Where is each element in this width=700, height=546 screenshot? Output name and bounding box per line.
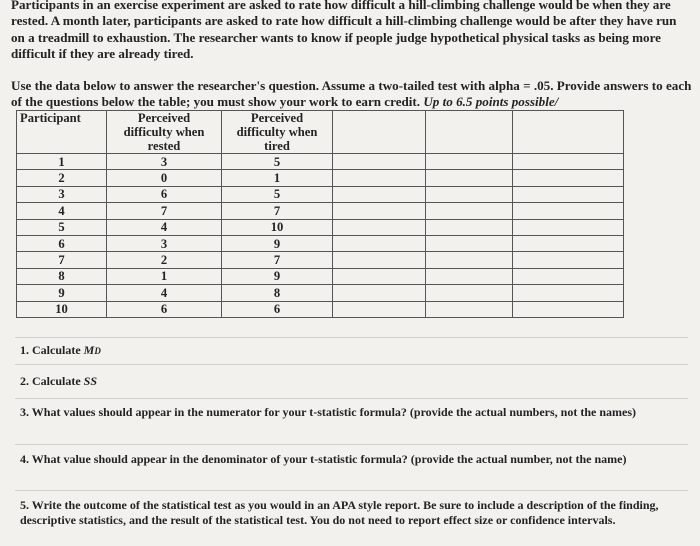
table-cell-empty	[513, 285, 624, 301]
table-row	[17, 235, 624, 251]
question-4: 4. What value should appear in the denominator of your t-statistic formula? (provide the actual number, not the name)	[20, 452, 627, 466]
table-cell: 1	[222, 170, 333, 186]
table-row	[17, 268, 624, 284]
table-row	[17, 186, 624, 202]
divider	[15, 337, 688, 338]
table-cell-empty	[426, 203, 513, 219]
data-table	[16, 110, 624, 318]
table-row	[17, 301, 624, 317]
table-cell-empty	[426, 235, 513, 251]
table-cell: 3	[17, 186, 107, 202]
question-5: 5. Write the outcome of the statistical test as you would in an APA style report. Be sure to include a description of the finding, descriptive statistics, and the result of the statistical test. You do not need to report effect size or confidence intervals.	[20, 498, 659, 527]
col-blank-2	[426, 111, 513, 154]
table-cell-empty	[333, 285, 426, 301]
col-rested-line3: rested	[147, 139, 181, 153]
question-2-symbol: SS	[83, 374, 98, 388]
question-1-symbol: M	[83, 343, 95, 357]
table-cell-empty	[333, 170, 426, 186]
table-cell: 2	[107, 252, 222, 268]
question-2-text: 2. Calculate	[20, 374, 84, 388]
table-cell: 6	[107, 301, 222, 317]
table-cell: 8	[17, 268, 107, 284]
col-participant: Participant	[17, 111, 107, 154]
table-cell-empty	[333, 154, 426, 170]
col-tired-line1: Perceived	[250, 111, 304, 125]
table-cell: 7	[17, 252, 107, 268]
table-cell: 1	[17, 154, 107, 170]
table-row	[17, 285, 624, 301]
divider	[15, 364, 688, 365]
table-cell: 3	[107, 235, 222, 251]
points-note: Up to 6.5 points possible/	[423, 94, 559, 110]
table-cell: 4	[107, 285, 222, 301]
table-cell-empty	[513, 154, 624, 170]
table-cell: 9	[17, 285, 107, 301]
table-cell: 0	[107, 170, 222, 186]
table-row	[17, 170, 624, 186]
table-cell-empty	[426, 186, 513, 202]
table-row	[17, 203, 624, 219]
table-cell: 5	[17, 219, 107, 235]
table-cell-empty	[513, 219, 624, 235]
divider	[15, 398, 688, 399]
table-cell: 6	[107, 186, 222, 202]
table-cell: 8	[222, 285, 333, 301]
question-2	[20, 374, 680, 389]
table-cell-empty	[333, 203, 426, 219]
col-tired-line2: difficulty when	[236, 125, 318, 139]
table-cell: 1	[107, 268, 222, 284]
table-cell-empty	[513, 252, 624, 268]
col-tired-line3: tired	[264, 139, 290, 153]
table-cell: 10	[222, 219, 333, 235]
table-row	[17, 252, 624, 268]
table-cell: 10	[17, 301, 107, 317]
col-blank-1	[333, 111, 426, 154]
col-rested	[107, 111, 222, 154]
table-cell: 6	[17, 235, 107, 251]
table-cell-empty	[426, 170, 513, 186]
table-cell-empty	[333, 186, 426, 202]
col-rested-line1: Perceived	[137, 111, 191, 125]
table-cell-empty	[513, 235, 624, 251]
question-1	[20, 343, 680, 359]
table-cell: 7	[222, 203, 333, 219]
table-cell-empty	[513, 268, 624, 284]
table-cell: 2	[17, 170, 107, 186]
table-cell: 5	[222, 154, 333, 170]
table-cell-empty	[426, 154, 513, 170]
table-row	[17, 154, 624, 170]
instructions-text: Use the data below to answer the researcher's question. Assume a two-tailed test with alpha = .05. Provide answers to each of the questions below the table; you must show your work to earn credit.	[11, 78, 692, 110]
table-cell-empty	[513, 186, 624, 202]
question-3: 3. What values should appear in the numerator for your t-statistic formula? (provide the actual numbers, not the names)	[20, 405, 637, 419]
table-cell-empty	[333, 301, 426, 317]
table-cell-empty	[513, 301, 624, 317]
divider	[15, 490, 688, 491]
table-cell-empty	[513, 170, 624, 186]
table-cell: 4	[17, 203, 107, 219]
table-cell-empty	[333, 235, 426, 251]
table-cell: 7	[222, 252, 333, 268]
table-cell: 5	[222, 186, 333, 202]
question-1-subscript: D	[94, 346, 101, 356]
col-rested-line2: difficulty when	[123, 125, 205, 139]
col-tired	[222, 111, 333, 154]
table-cell: 6	[222, 301, 333, 317]
instructions-paragraph	[11, 78, 700, 111]
table-cell: 3	[107, 154, 222, 170]
table-cell: 4	[107, 219, 222, 235]
divider	[15, 444, 688, 445]
table-cell: 7	[107, 203, 222, 219]
intro-paragraph: Participants in an exercise experiment are asked to rate how difficult a hill-climbing challenge would be when they are rested. A month later, participants are asked to rate how difficult a hill-climbing challenge would be after they have run on a treadmill to exhaustion. The researcher wants to know if people judge hypothetical physical tasks as being more difficult if they are already tired.	[11, 0, 677, 62]
table-cell-empty	[426, 285, 513, 301]
table-cell-empty	[333, 219, 426, 235]
table-cell-empty	[333, 252, 426, 268]
table-cell: 9	[222, 268, 333, 284]
table-cell-empty	[513, 203, 624, 219]
table-row	[17, 219, 624, 235]
col-blank-3	[513, 111, 624, 154]
table-cell-empty	[426, 252, 513, 268]
table-cell-empty	[426, 301, 513, 317]
table-cell-empty	[333, 268, 426, 284]
table-cell-empty	[426, 268, 513, 284]
question-1-text: 1. Calculate	[20, 343, 84, 357]
table-cell-empty	[426, 219, 513, 235]
table-cell: 9	[222, 235, 333, 251]
